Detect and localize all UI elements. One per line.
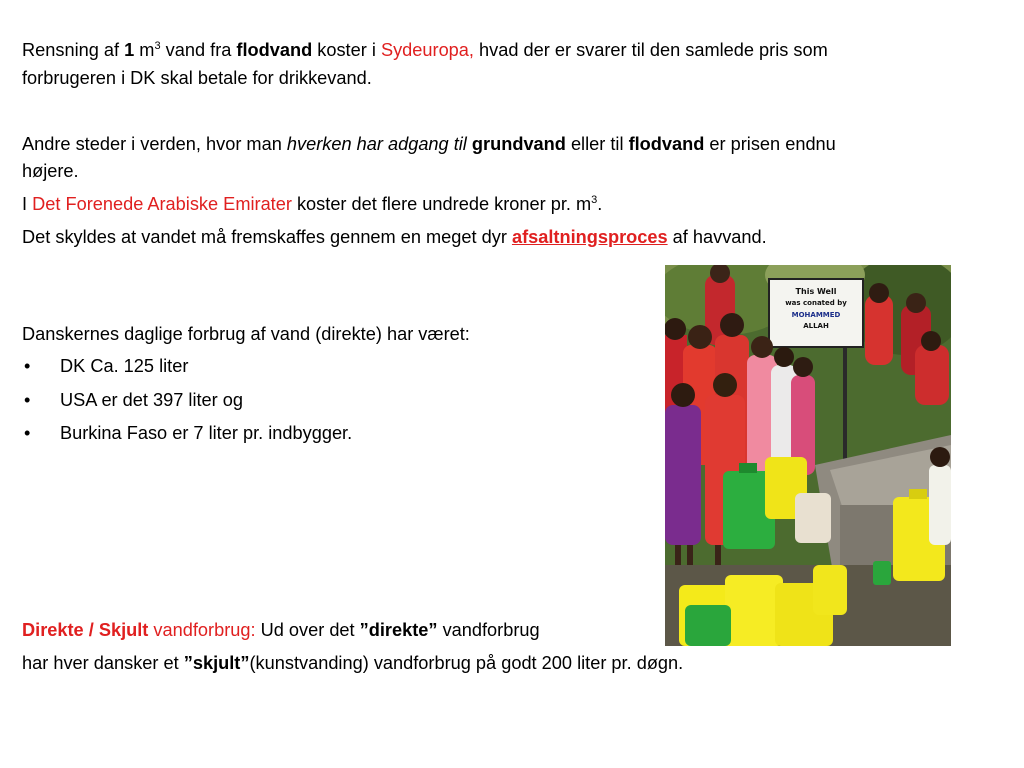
sign-text-line: MOHAMMED xyxy=(791,311,841,319)
sign-text-line: This Well xyxy=(795,287,837,296)
bullet-dot: • xyxy=(24,423,31,443)
bullet-text: Burkina Faso er 7 liter pr. indbygger. xyxy=(60,423,353,443)
paragraph-desalination: Det skyldes at vandet må fremskaffes gennem en meget dyr afsaltningsproces af havvand. xyxy=(22,227,767,247)
bullet-dot: • xyxy=(24,389,31,410)
bullet-dot: • xyxy=(24,356,31,376)
paragraph-purification-cost-line1: Rensning af 1 $m^3$ vand fra flodvand koster i Sydeuropa, hvad der er svarer til den samlede pris som xyxy=(22,39,828,60)
sign-text-line: was conated by xyxy=(785,299,847,307)
well-photo xyxy=(665,265,951,646)
paragraph-direct-hidden-line1: Direkte / Skjult vandforbrug: Ud over det ”direkte” vandforbrug xyxy=(22,620,540,640)
sign-text-line: ALLAH xyxy=(803,322,829,330)
afsaltningsproces-link[interactable]: afsaltningsproces xyxy=(511,227,668,247)
paragraph-other-places-line1: Andre steder i verden, hvor man hverken har adgang til grundvand eller til flodvand er prisen endnu xyxy=(22,134,836,154)
bullet-text: DK Ca. 125 liter xyxy=(60,356,189,376)
paragraph-purification-cost-line2: forbrugeren i DK skal betale for drikkevand. xyxy=(22,68,372,88)
paragraph-daily-consumption: Danskernes daglige forbrug af vand (direkte) har været: xyxy=(22,324,470,344)
paragraph-direct-hidden-line2: har hver dansker et ”skjult”(kunstvanding) vandforbrug på godt 200 liter pr. døgn. xyxy=(22,653,684,673)
paragraph-uae-cost: I Det Forenede Arabiske Emirater koster det flere undrede kroner pr. $m^3$. xyxy=(22,193,603,214)
bullet-text: USA er det 397 liter og xyxy=(60,389,243,410)
paragraph-other-places-line2: højere. xyxy=(22,161,79,181)
